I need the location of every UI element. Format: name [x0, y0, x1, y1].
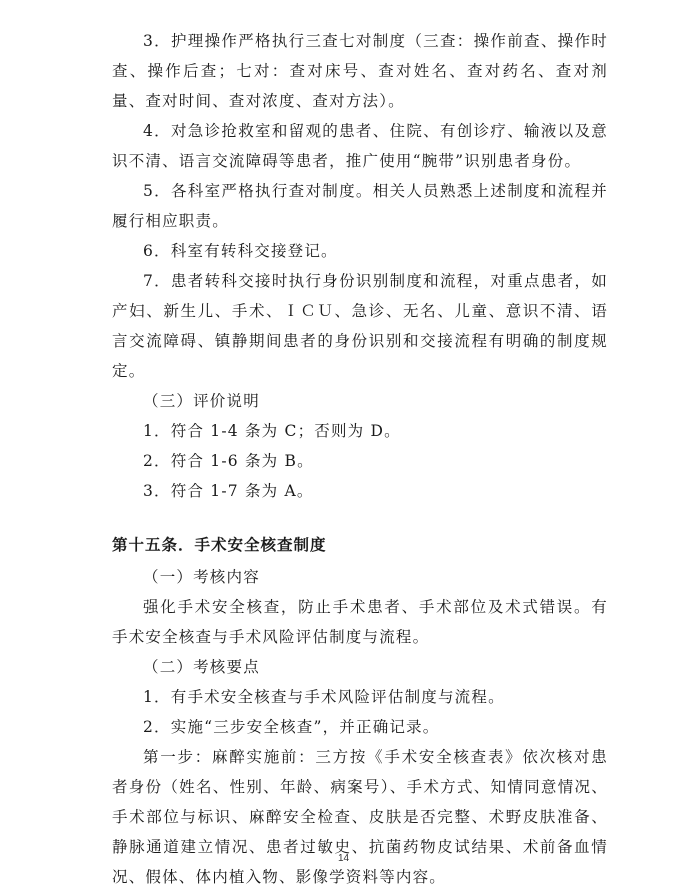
paragraph-nursing-check: 3．护理操作严格执行三查七对制度（三查：操作前查、操作时查、操作后查；七对：查对床号、查对姓名、查对药名、查对剂量、查对时间、查对浓度、查对方法）。 [112, 32, 608, 110]
key-point-1: 1．有手术安全核查与手术风险评估制度与流程。 [143, 688, 505, 706]
paragraph-step-one: 第一步：麻醉实施前：三方按《手术安全核查表》依次核对患者身份（姓名、性别、年龄、病案号）、手术方式、知情同意情况、手术部位与标识、麻醉安全检查、皮肤是否完整、术野皮肤准备、静脉通道建立情况、患者过敏史、抗菌药物皮试结果、术前备血情况、假体、体内植入物、影像学资料等内容。 [112, 748, 608, 886]
section-heading: 第十五条．手术安全核查制度 [112, 536, 327, 554]
subheading-key-points: （二）考核要点 [143, 658, 260, 676]
evaluation-item-c: 1．符合 1-4 条为 C；否则为 D。 [143, 422, 401, 440]
key-point-2: 2．实施“三步安全核查”，并正确记录。 [143, 718, 440, 736]
paragraph-department-check: 5．各科室严格执行查对制度。相关人员熟悉上述制度和流程并履行相应职责。 [112, 182, 608, 230]
evaluation-item-a: 3．符合 1-7 条为 A。 [143, 482, 314, 500]
paragraph-transfer-registration: 6．科室有转科交接登记。 [143, 242, 338, 260]
page-number: 14 [337, 853, 350, 864]
subheading-evaluation: （三）评价说明 [143, 392, 260, 410]
page-content [112, 26, 608, 892]
paragraph-content: 强化手术安全核查，防止手术患者、手术部位及术式错误。有手术安全核查与手术风险评估制度与流程。 [112, 598, 608, 646]
paragraph-wristband: 4．对急诊抢救室和留观的患者、住院、有创诊疗、输液以及意识不清、语言交流障碍等患者，推广使用“腕带”识别患者身份。 [112, 122, 608, 170]
evaluation-item-b: 2．符合 1-6 条为 B。 [143, 452, 314, 470]
paragraph-transfer-handover: 7．患者转科交接时执行身份识别制度和流程，对重点患者，如产妇、新生儿、手术、ＩＣＵ、急诊、无名、儿童、意识不清、语言交流障碍、镇静期间患者的身份识别和交接流程有明确的制度规定。 [112, 272, 608, 380]
subheading-content: （一）考核内容 [143, 568, 260, 586]
